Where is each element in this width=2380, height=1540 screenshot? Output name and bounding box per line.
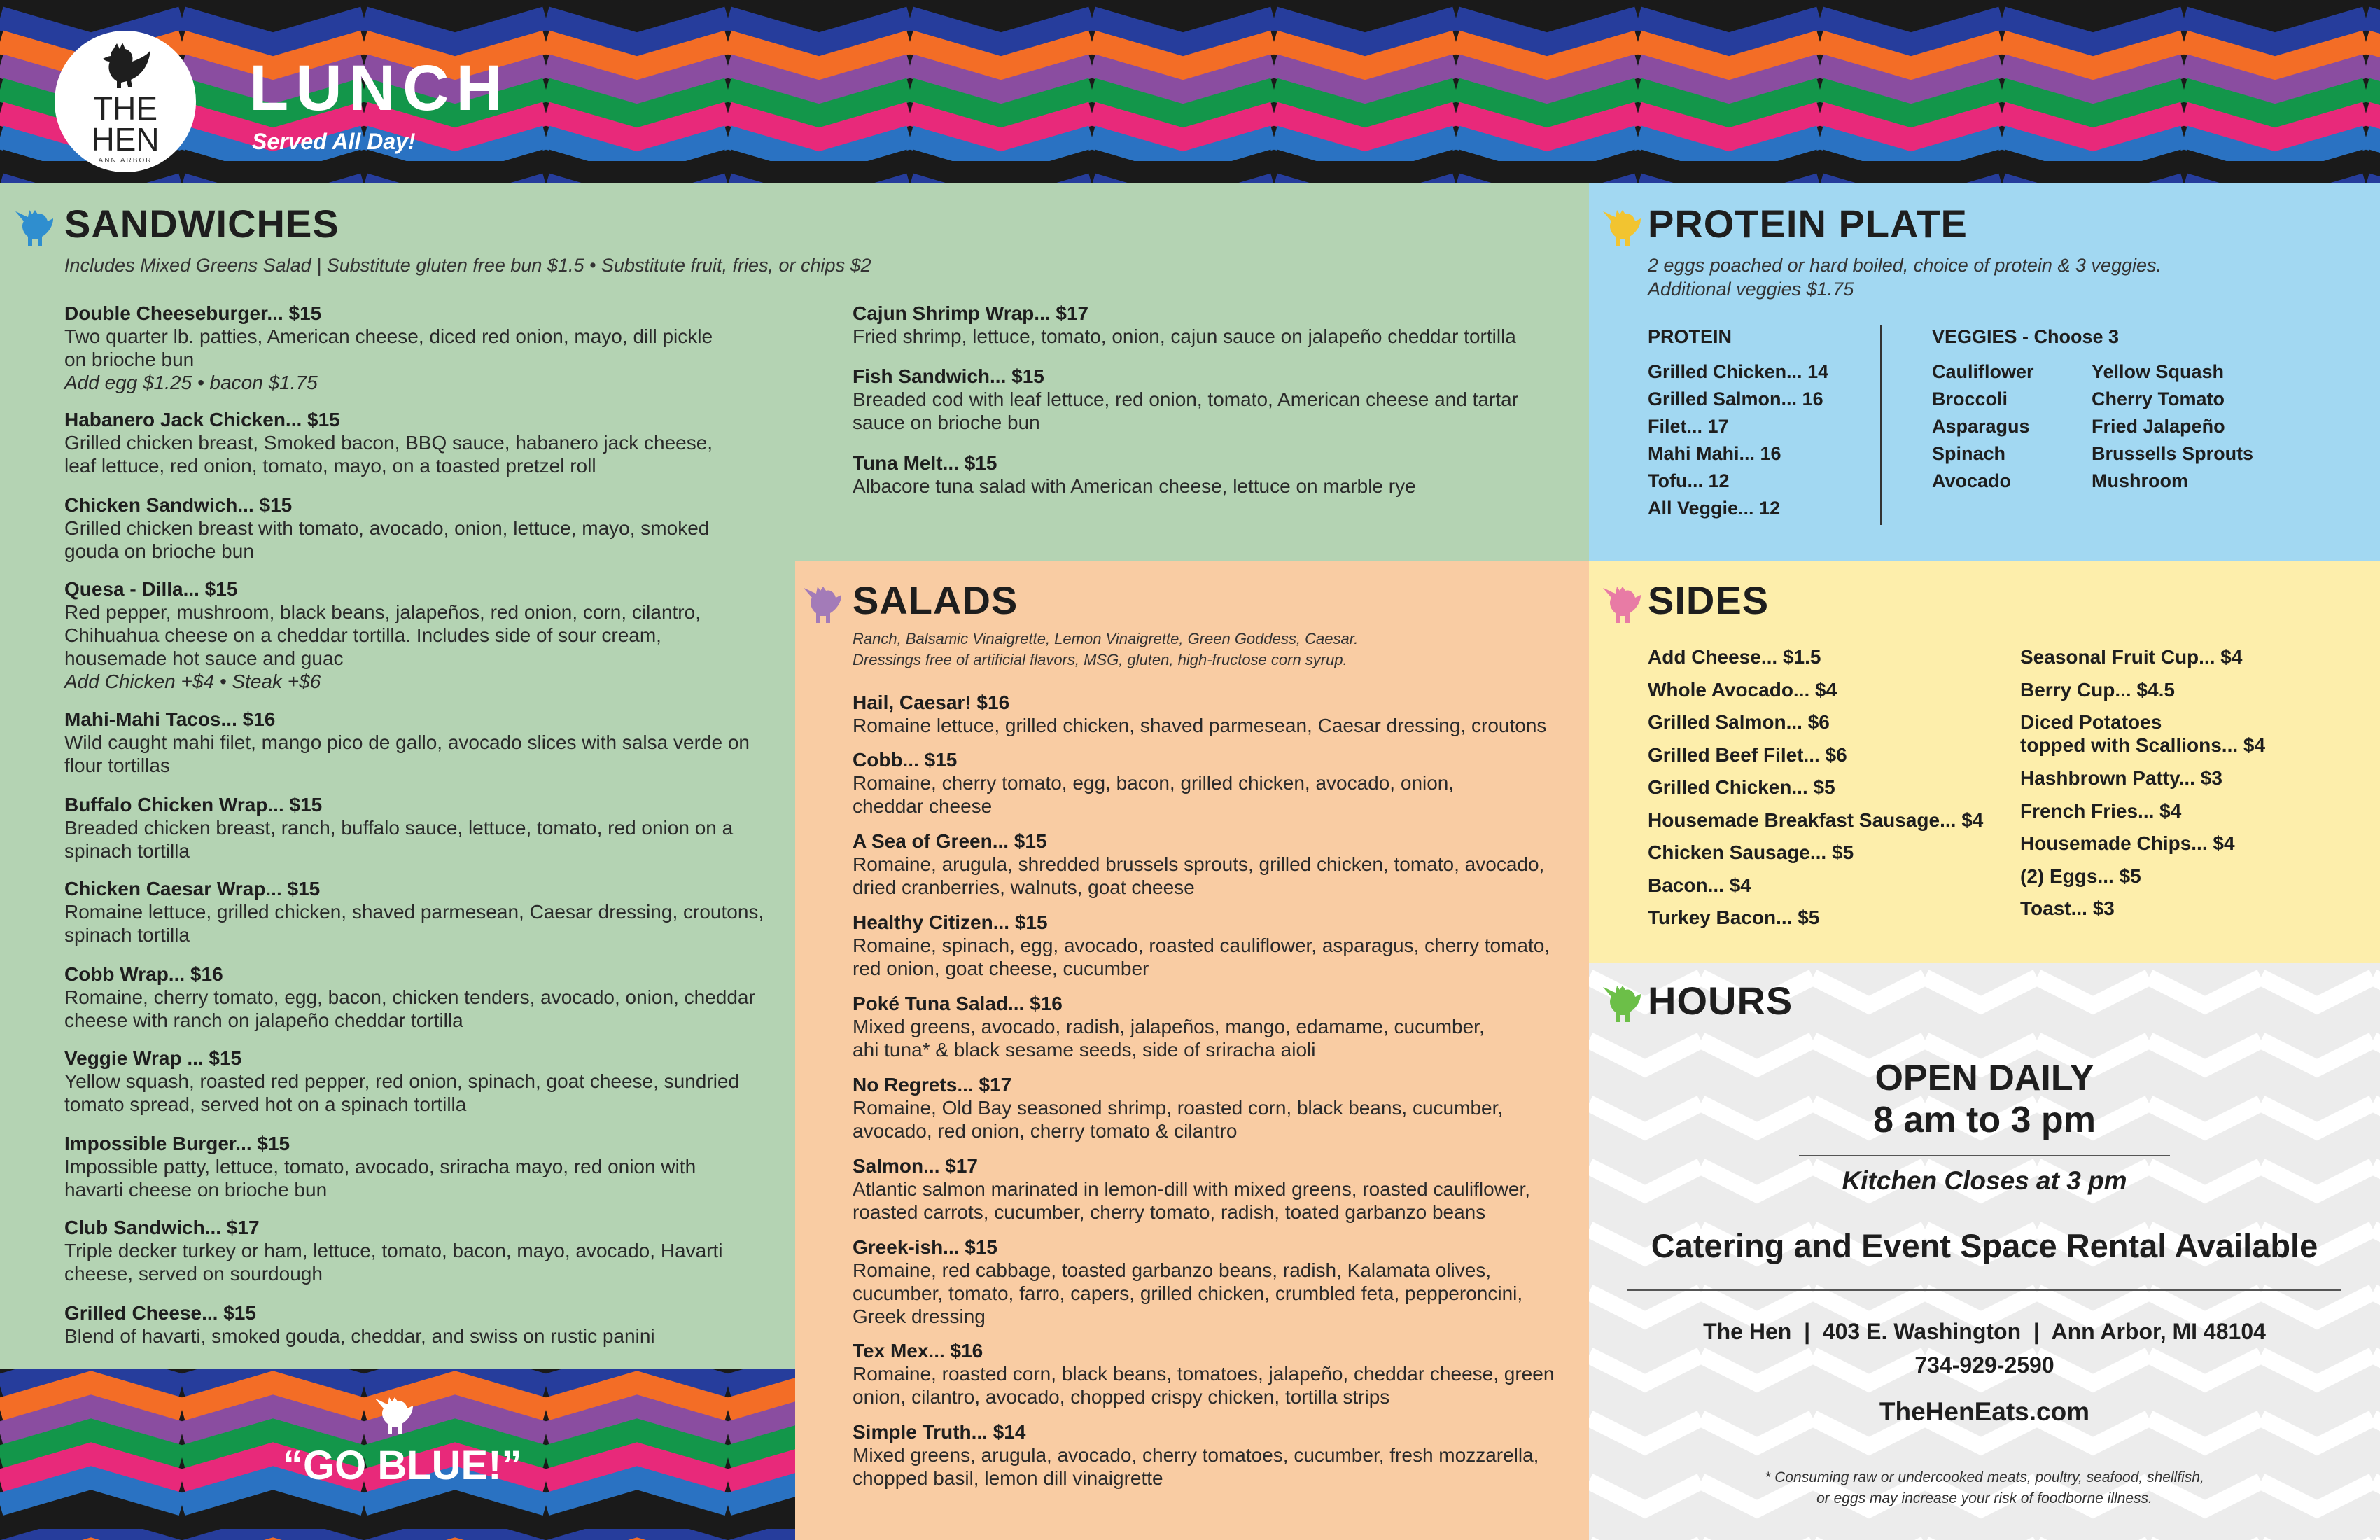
list-item: Chicken Sausage... $5 <box>1648 841 1854 863</box>
menu-item-description: Romaine lettuce, grilled chicken, shaved parmesean, Caesar dressing, croutons <box>853 715 1547 736</box>
sandwiches-title: SANDWICHES <box>64 202 340 246</box>
veggies-column-head: VEGGIES - Choose 3 <box>1932 326 2120 347</box>
list-item: French Fries... $4 <box>2020 799 2182 822</box>
menu-item-name: Tex Mex... $16 <box>853 1340 983 1362</box>
menu-item-name: Salmon... $17 <box>853 1155 978 1177</box>
menu-item-name: Tuna Melt... $15 <box>853 452 997 474</box>
bird-icon-sandwiches <box>11 204 57 251</box>
list-item: Avocado <box>1932 470 2012 491</box>
list-item: Grilled Salmon... 16 <box>1648 388 1823 410</box>
menu-item <box>64 878 792 946</box>
list-item: Add Cheese... $1.5 <box>1648 646 1821 668</box>
menu-item-name: Hail, Caesar! $16 <box>853 692 1010 713</box>
menu-item-description: Romaine, red cabbage, toasted garbanzo beans, radish, Kalamata olives, cucumber, tomato, farro, capers, grilled chicken, crumbled feta, pepperoncini, Greek dressing <box>853 1259 1523 1327</box>
logo-the: THE <box>93 90 158 127</box>
list-item: All Veggie... 12 <box>1648 498 1781 519</box>
menu-item-description: Two quarter lb. patties, American cheese, diced red onion, mayo, dill pickle on brioche bun <box>64 326 713 370</box>
menu-item-name: Chicken Caesar Wrap... $15 <box>64 878 321 899</box>
sides-title: SIDES <box>1648 578 1770 622</box>
menu-item <box>853 1340 1581 1408</box>
list-item: Housemade Chips... $4 <box>2020 832 2235 854</box>
list-item: Tofu... 12 <box>1648 470 1730 491</box>
protein-note: 2 eggs poached or hard boiled, choice of protein & 3 veggies. Additional veggies $1.75 <box>1648 255 2162 300</box>
menu-item-addon: Add egg $1.25 • bacon $1.75 <box>64 372 318 393</box>
hours-disclaimer: * Consuming raw or undercooked meats, poultry, seafood, shellfish, or eggs may increase your risk of foodborne illness. <box>1765 1469 2204 1506</box>
menu-item <box>853 452 1581 498</box>
header-banner <box>0 0 2380 183</box>
menu-item <box>64 578 792 693</box>
menu-item <box>64 1302 792 1348</box>
hours-title: HOURS <box>1648 979 1793 1023</box>
hours-address: The Hen | 403 E. Washington | Ann Arbor, MI 48104 <box>1703 1319 2266 1344</box>
list-item: Grilled Chicken... $5 <box>1648 776 1835 798</box>
menu-item-name: No Regrets... $17 <box>853 1074 1012 1096</box>
menu-item-description: Triple decker turkey or ham, lettuce, tomato, bacon, mayo, avocado, Havarti cheese, served on sourdough <box>64 1240 723 1284</box>
menu-item-description: Mixed greens, avocado, radish, jalapeños, mango, edamame, cucumber, ahi tuna* & black sesame seeds, side of sriracha aioli <box>853 1016 1485 1060</box>
menu-item-description: Romaine, cherry tomato, egg, bacon, grilled chicken, avocado, onion, cheddar cheese <box>853 772 1455 817</box>
list-item: Hashbrown Patty... $3 <box>2020 767 2222 789</box>
menu-item-name: Impossible Burger... $15 <box>64 1133 290 1154</box>
menu-item <box>853 911 1581 980</box>
bird-icon-sides <box>1599 581 1645 627</box>
protein-divider <box>1880 325 1882 525</box>
menu-item-description: Wild caught mahi filet, mango pico de gallo, avocado slices with salsa verde on flour tortillas <box>64 732 750 776</box>
veggies-list-2 <box>2092 358 2253 495</box>
list-item: Seasonal Fruit Cup... $4 <box>2020 646 2243 668</box>
bird-icon-hours <box>1599 980 1645 1026</box>
menu-item-name: Habanero Jack Chicken... $15 <box>64 409 340 430</box>
menu-item-name: Chicken Sandwich... $15 <box>64 494 293 516</box>
sandwiches-note: Includes Mixed Greens Salad | Substitute gluten free bun $1.5 • Substitute fruit, fries, or chips $2 <box>64 255 872 276</box>
menu-item <box>64 963 792 1032</box>
list-item: Brussells Sprouts <box>2092 443 2254 464</box>
menu-item <box>853 1074 1581 1142</box>
hen-icon-go-blue <box>371 1392 417 1438</box>
bird-icon-salads <box>799 581 846 627</box>
menu-item <box>64 302 792 394</box>
list-item: Grilled Salmon... $6 <box>1648 711 1830 733</box>
go-blue-text: “GO BLUE!” <box>283 1443 522 1488</box>
protein-list <box>1648 358 1828 522</box>
menu-item <box>853 830 1581 899</box>
menu-item-description: Grilled chicken breast with tomato, avocado, onion, lettuce, mayo, smoked gouda on brioche bun <box>64 517 710 562</box>
menu-item <box>853 692 1581 737</box>
menu-item-name: Fish Sandwich... $15 <box>853 365 1044 387</box>
salads-title: SALADS <box>853 578 1018 622</box>
list-item: Asparagus <box>1932 416 2030 437</box>
menu-item-description: Mixed greens, arugula, avocado, cherry tomatoes, cucumber, fresh mozzarella, chopped basil, lemon dill vinaigrette <box>853 1444 1539 1489</box>
menu-item-description: Breaded cod with leaf lettuce, red onion, tomato, American cheese and tartar sauce on brioche bun <box>853 388 1519 433</box>
list-item: Diced Potatoes topped with Scallions... $4 <box>2020 711 2266 756</box>
hen-icon <box>97 41 153 90</box>
menu-item <box>853 1236 1581 1328</box>
menu-item <box>853 993 1581 1061</box>
page-title: LUNCH <box>249 52 510 124</box>
menu-item-description: Red pepper, mushroom, black beans, jalapeños, red onion, corn, cilantro, Chihuahua cheese on a cheddar tortilla. Includes side of sour cream, housemade hot sauce and guac <box>64 601 701 669</box>
menu-item-description: Impossible patty, lettuce, tomato, avocado, sriracha mayo, red onion with havarti cheese on brioche bun <box>64 1156 696 1200</box>
protein-title: PROTEIN PLATE <box>1648 202 1968 246</box>
menu-item-description: Romaine, cherry tomato, egg, bacon, chicken tenders, avocado, onion, cheddar cheese with ranch on jalapeño cheddar tortilla <box>64 986 755 1031</box>
hours-divider-1 <box>1799 1155 2170 1156</box>
menu-item-name: A Sea of Green... $15 <box>853 830 1047 852</box>
salads-note: Ranch, Balsamic Vinaigrette, Lemon Vinaigrette, Green Goddess, Caesar. Dressings free of artificial flavors, MSG, gluten, high-fructose corn syrup. <box>853 630 1359 668</box>
list-item: Mahi Mahi... 16 <box>1648 443 1782 464</box>
menu-item-description: Romaine, spinach, egg, avocado, roasted cauliflower, asparagus, cherry tomato, red onion, goat cheese, cucumber <box>853 934 1550 979</box>
menu-item-description: Blend of havarti, smoked gouda, cheddar, and swiss on rustic panini <box>64 1325 655 1347</box>
menu-item-name: Double Cheeseburger... $15 <box>64 302 322 324</box>
menu-item-name: Cobb... $15 <box>853 749 958 771</box>
list-item: Bacon... $4 <box>1648 874 1751 896</box>
menu-item-description: Romaine, roasted corn, black beans, tomatoes, jalapeño, cheddar cheese, green onion, cilantro, avocado, chopped crispy chicken, tortilla strips <box>853 1363 1555 1408</box>
list-item: Spinach <box>1932 443 2006 464</box>
menu-item <box>64 494 792 563</box>
menu-item-description: Albacore tuna salad with American cheese, lettuce on marble rye <box>853 475 1416 497</box>
menu-item-name: Healthy Citizen... $15 <box>853 911 1048 933</box>
hours-divider-2 <box>1627 1289 2341 1291</box>
menu-item <box>64 1133 792 1201</box>
menu-item-name: Club Sandwich... $17 <box>64 1217 260 1238</box>
menu-item-name: Poké Tuna Salad... $16 <box>853 993 1063 1014</box>
menu-item-addon: Add Chicken +$4 • Steak +$6 <box>64 671 321 692</box>
menu-item <box>853 749 1581 818</box>
list-item: Yellow Squash <box>2092 361 2225 382</box>
menu-item <box>853 1421 1581 1490</box>
logo-ann-arbor: ANN ARBOR <box>98 157 153 164</box>
menu-item-description: Romaine, Old Bay seasoned shrimp, roasted corn, black beans, cucumber, avocado, red onion, cherry tomato & cilantro <box>853 1097 1504 1142</box>
menu-item-name: Cajun Shrimp Wrap... $17 <box>853 302 1089 324</box>
menu-item-description: Grilled chicken breast, Smoked bacon, BBQ sauce, habanero jack cheese, leaf lettuce, red onion, tomato, mayo, on a toasted pretzel roll <box>64 432 713 477</box>
menu-item-name: Grilled Cheese... $15 <box>64 1302 256 1324</box>
menu-item-description: Fried shrimp, lettuce, tomato, onion, cajun sauce on jalapeño cheddar tortilla <box>853 326 1516 347</box>
hours-phone: 734-929-2590 <box>1914 1352 2054 1378</box>
list-item: Turkey Bacon... $5 <box>1648 906 1820 928</box>
logo <box>55 31 196 172</box>
menu-item-name: Quesa - Dilla... $15 <box>64 578 238 600</box>
list-item: Toast... $3 <box>2020 897 2115 919</box>
protein-column-head: PROTEIN <box>1648 326 1732 347</box>
menu-item <box>853 302 1581 348</box>
menu-item <box>64 1047 792 1116</box>
menu-item <box>853 1155 1581 1224</box>
sides-list-1 <box>1648 641 1983 934</box>
hours-kitchen: Kitchen Closes at 3 pm <box>1842 1166 2127 1195</box>
list-item: Berry Cup... $4.5 <box>2020 678 2175 701</box>
list-item: Mushroom <box>2092 470 2188 491</box>
hours-open-daily: OPEN DAILY <box>1875 1058 2094 1098</box>
list-item: Cauliflower <box>1932 361 2034 382</box>
list-item: Fried Jalapeño <box>2092 416 2225 437</box>
menu-item-name: Buffalo Chicken Wrap... $15 <box>64 794 323 816</box>
list-item: Grilled Chicken... 14 <box>1648 361 1829 382</box>
page-subtitle: Served All Day! <box>252 129 416 154</box>
menu-item <box>64 708 792 777</box>
sides-list-2 <box>2020 641 2265 925</box>
menu-item-name: Veggie Wrap ... $15 <box>64 1047 242 1069</box>
menu-item-description: Romaine lettuce, grilled chicken, shaved parmesean, Caesar dressing, croutons, spinach tortilla <box>64 901 764 946</box>
menu-item-name: Cobb Wrap... $16 <box>64 963 223 985</box>
list-item: (2) Eggs... $5 <box>2020 864 2141 887</box>
veggies-list-1 <box>1932 358 2034 495</box>
list-item: Grilled Beef Filet... $6 <box>1648 743 1847 766</box>
menu-item-name: Mahi-Mahi Tacos... $16 <box>64 708 276 730</box>
menu-item-name: Simple Truth... $14 <box>853 1421 1026 1443</box>
hours-time: 8 am to 3 pm <box>1873 1100 2096 1140</box>
menu-item <box>64 794 792 862</box>
menu-item <box>64 409 792 477</box>
bird-icon-protein <box>1599 204 1645 251</box>
list-item: Broccoli <box>1932 388 2008 410</box>
hours-website: TheHenEats.com <box>1879 1397 2090 1426</box>
menu-item-description: Breaded chicken breast, ranch, buffalo sauce, lettuce, tomato, red onion on a spinach tortilla <box>64 817 734 862</box>
menu-item-description: Romaine, arugula, shredded brussels sprouts, grilled chicken, tomato, avocado, dried cranberries, walnuts, goat cheese <box>853 853 1545 898</box>
list-item: Cherry Tomato <box>2092 388 2225 410</box>
list-item: Whole Avocado... $4 <box>1648 678 1837 701</box>
list-item: Housemade Breakfast Sausage... $4 <box>1648 808 1984 831</box>
menu-item <box>853 365 1581 434</box>
menu-item-description: Yellow squash, roasted red pepper, red onion, spinach, goat cheese, sundried tomato spread, served hot on a spinach tortilla <box>64 1070 740 1115</box>
list-item: Filet... 17 <box>1648 416 1729 437</box>
menu-item-name: Greek-ish... $15 <box>853 1236 998 1258</box>
menu-item <box>64 1217 792 1285</box>
menu-item-description: Atlantic salmon marinated in lemon-dill with mixed greens, roasted cauliflower, roasted carrots, cucumber, cherry tomato, radish, toated garbanzo beans <box>853 1178 1530 1223</box>
hours-catering: Catering and Event Space Rental Available <box>1651 1227 2318 1264</box>
logo-hen: HEN <box>91 121 160 158</box>
